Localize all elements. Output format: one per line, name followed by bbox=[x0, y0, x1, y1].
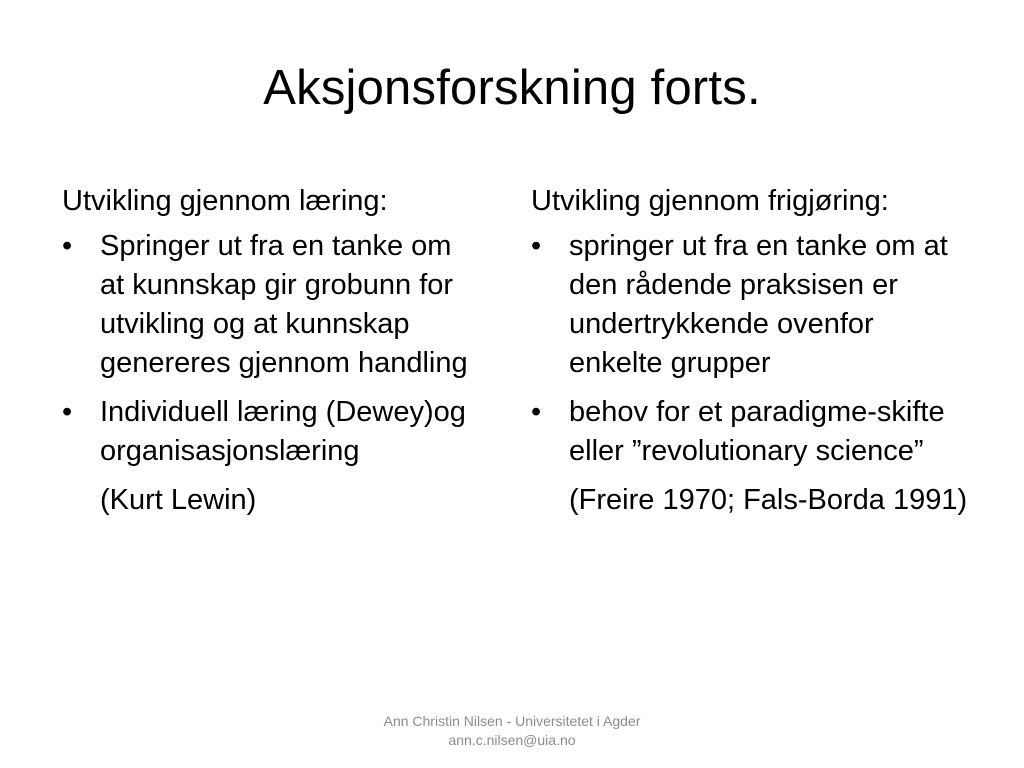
bullet-text: springer ut fra en tanke om at den rådende praksisen er undertrykkende ovenfor enkelte grupper bbox=[569, 230, 948, 379]
right-column bbox=[531, 182, 971, 520]
bullet-text: Individuell læring (Dewey)og organisasjonslæring bbox=[100, 396, 466, 467]
bullet-icon bbox=[531, 393, 569, 432]
bullet-icon bbox=[62, 393, 100, 432]
right-bullet-list bbox=[531, 227, 971, 471]
list-item bbox=[62, 393, 482, 471]
bullet-icon bbox=[531, 227, 569, 266]
slide-footer bbox=[0, 712, 1024, 750]
slide-title: Aksjonsforskning forts. bbox=[263, 61, 761, 115]
right-column-heading: Utvikling gjennom frigjøring: bbox=[531, 185, 889, 217]
bullet-icon bbox=[62, 227, 100, 266]
list-item bbox=[531, 393, 971, 471]
footer-email: ann.c.nilsen@uia.no bbox=[448, 732, 576, 748]
list-item bbox=[62, 227, 482, 383]
left-citation: (Kurt Lewin) bbox=[100, 484, 257, 516]
left-column bbox=[62, 182, 482, 520]
left-bullet-list bbox=[62, 227, 482, 471]
right-citation: (Freire 1970; Fals-Borda 1991) bbox=[569, 484, 968, 516]
left-column-heading: Utvikling gjennom læring: bbox=[62, 185, 388, 217]
bullet-text: behov for et paradigme-skifte eller ”revolutionary science” bbox=[569, 396, 945, 467]
list-item bbox=[531, 227, 971, 383]
footer-author: Ann Christin Nilsen - Universitetet i Agder bbox=[383, 713, 641, 729]
bullet-text: Springer ut fra en tanke om at kunnskap gir grobunn for utvikling og at kunnskap genereres gjennom handling bbox=[100, 230, 468, 379]
